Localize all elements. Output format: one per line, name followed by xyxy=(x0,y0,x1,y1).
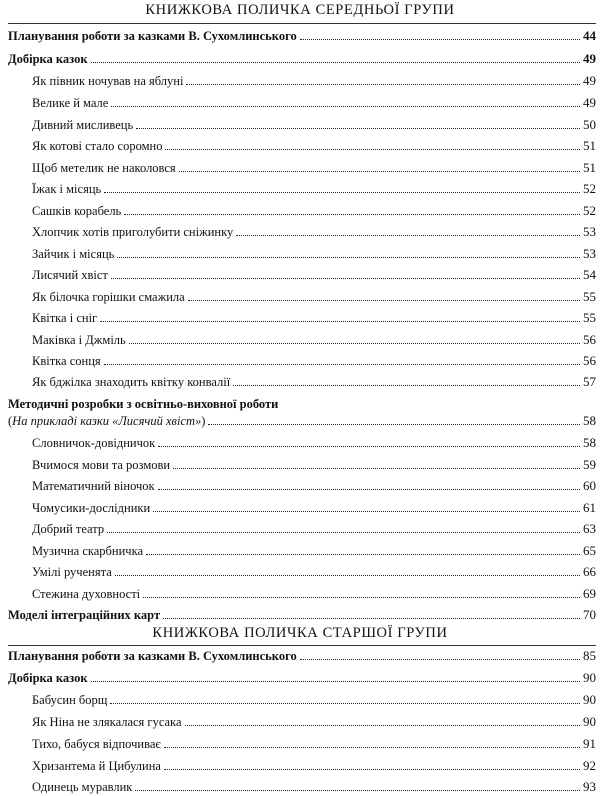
toc-entry-activity xyxy=(32,454,596,472)
entry-page: 52 xyxy=(583,181,596,196)
toc-entry-activity xyxy=(32,432,596,450)
dot-leader xyxy=(124,214,580,215)
entry-label: Як бджілка знаходить квітку конвалії xyxy=(32,375,231,389)
dot-leader xyxy=(117,257,580,258)
toc-entry-methodical-line1 xyxy=(8,393,596,411)
dot-leader xyxy=(104,192,580,193)
entry-page: 49 xyxy=(583,95,596,110)
entry-page: 49 xyxy=(583,73,596,88)
dot-leader xyxy=(164,769,580,770)
dot-leader xyxy=(300,659,580,660)
entry-page: 60 xyxy=(583,478,596,493)
entry-label: Квітка і сніг xyxy=(32,311,98,325)
entry-label: Сашків корабель xyxy=(32,204,122,218)
dot-leader xyxy=(186,84,580,85)
dot-leader xyxy=(135,790,580,791)
dot-leader xyxy=(91,62,580,63)
toc-entry-story xyxy=(32,243,596,261)
entry-label: Музична скарбничка xyxy=(32,544,144,558)
entry-page: 63 xyxy=(583,521,596,536)
entry-page: 53 xyxy=(583,224,596,239)
dot-leader xyxy=(129,343,580,344)
toc-entry-story xyxy=(32,689,596,707)
entry-label: Умілі рученята xyxy=(32,565,112,579)
toc-entry-story xyxy=(32,371,596,389)
toc-entry-story xyxy=(32,114,596,132)
toc-entry-story xyxy=(32,776,596,794)
entry-label: Хризантема й Цибулина xyxy=(32,759,161,773)
entry-page: 56 xyxy=(583,332,596,347)
entry-label: Тихо, бабуся відпочиває xyxy=(32,737,161,751)
toc-entry-activity xyxy=(32,475,596,493)
toc-entry-story xyxy=(32,135,596,153)
toc-entry-planning-middle xyxy=(8,25,596,43)
dot-leader xyxy=(165,149,580,150)
entry-page: 54 xyxy=(583,267,596,282)
dot-leader xyxy=(179,171,580,172)
toc-entry-story xyxy=(32,92,596,110)
entry-label: Щоб метелик не наколовся xyxy=(32,161,176,175)
entry-page: 91 xyxy=(583,736,596,751)
entry-page: 58 xyxy=(583,413,596,428)
entry-label: Моделі інтеграційних карт xyxy=(8,608,161,622)
toc-entry-story xyxy=(32,70,596,88)
toc-entry-story xyxy=(32,329,596,347)
entry-page: 55 xyxy=(583,289,596,304)
dot-leader xyxy=(115,575,580,576)
entry-page: 65 xyxy=(583,543,596,558)
entry-label: Планування роботи за казками В. Сухомлинського xyxy=(8,29,297,43)
entry-page: 59 xyxy=(583,457,596,472)
entry-label: Як котові стало соромно xyxy=(32,139,163,153)
entry-label: Бабусин борщ xyxy=(32,693,108,707)
entry-label: Стежина духовності xyxy=(32,587,141,601)
entry-label: Чомусики-дослідники xyxy=(32,501,151,515)
entry-page: 49 xyxy=(583,51,596,66)
entry-label: Як півник ночував на яблуні xyxy=(32,74,184,88)
toc-entry-activity xyxy=(32,518,596,536)
entry-label: Хлопчик хотів приголубити сніжинку xyxy=(32,225,234,239)
paren-close: ) xyxy=(201,414,206,428)
entry-label: Добірка казок xyxy=(8,671,88,685)
toc-entry-activity xyxy=(32,497,596,515)
toc-entry-activity xyxy=(32,561,596,579)
entry-label: Планування роботи за казками В. Сухомлинського xyxy=(8,649,297,663)
entry-label: Методичні розробки з освітньо-виховної роботи xyxy=(8,397,279,411)
toc-entry-planning-senior xyxy=(8,645,596,663)
entry-page: 93 xyxy=(583,779,596,794)
entry-page: 61 xyxy=(583,500,596,515)
entry-label: Вчимося мови та розмови xyxy=(32,458,171,472)
entry-label: Математичний віночок xyxy=(32,479,155,493)
dot-leader xyxy=(146,554,580,555)
toc-entry-story xyxy=(32,200,596,218)
entry-label: Зайчик і місяць xyxy=(32,247,115,261)
dot-leader xyxy=(236,235,580,236)
dot-leader xyxy=(163,618,580,619)
dot-leader xyxy=(91,681,580,682)
dot-leader xyxy=(164,747,580,748)
dot-leader xyxy=(185,725,581,726)
entry-page: 53 xyxy=(583,246,596,261)
toc-entry-story xyxy=(32,178,596,196)
entry-label: Як білочка горішки смажила xyxy=(32,290,185,304)
toc-entry-story xyxy=(32,221,596,239)
entry-page: 52 xyxy=(583,203,596,218)
entry-page: 57 xyxy=(583,374,596,389)
dot-leader xyxy=(107,532,580,533)
entry-page: 85 xyxy=(583,648,596,663)
dot-leader xyxy=(110,703,580,704)
entry-label: Маківка і Джміль xyxy=(32,333,126,347)
entry-page: 92 xyxy=(583,758,596,773)
entry-label: Велике й мале xyxy=(32,96,109,110)
paren-open: ( xyxy=(8,414,13,428)
toc-entry-story xyxy=(32,286,596,304)
entry-page: 66 xyxy=(583,564,596,579)
dot-leader xyxy=(136,128,580,129)
entry-label: Квітка сонця xyxy=(32,354,101,368)
toc-entry-models xyxy=(8,604,596,622)
dot-leader xyxy=(143,597,580,598)
entry-page: 51 xyxy=(583,160,596,175)
dot-leader xyxy=(158,489,580,490)
entry-label: Добірка казок xyxy=(8,52,88,66)
entry-label: Добрий театр xyxy=(32,522,105,536)
dot-leader xyxy=(158,446,580,447)
entry-page: 69 xyxy=(583,586,596,601)
toc-entry-story xyxy=(32,307,596,325)
toc-entry-story xyxy=(32,350,596,368)
middle-group-title: КНИЖКОВА ПОЛИЧКА СЕРЕДНЬОЇ ГРУПИ xyxy=(145,2,455,18)
dot-leader xyxy=(104,364,580,365)
dot-leader xyxy=(188,300,580,301)
entry-page: 44 xyxy=(583,28,596,43)
entry-page: 90 xyxy=(583,670,596,685)
toc-entry-collection-senior xyxy=(8,667,596,685)
entry-label: Одинець муравлик xyxy=(32,780,133,794)
entry-label: Лисячий хвіст xyxy=(32,268,108,282)
dot-leader xyxy=(153,511,580,512)
toc-entry-story xyxy=(32,755,596,773)
entry-page: 50 xyxy=(583,117,596,132)
toc-entry-story xyxy=(32,157,596,175)
entry-label: Їжак і місяць xyxy=(32,182,102,196)
toc-entry-methodical-line2 xyxy=(8,410,596,428)
entry-page: 58 xyxy=(583,435,596,450)
toc-entry-story xyxy=(32,711,596,729)
entry-label: Дивний мисливець xyxy=(32,118,134,132)
dot-leader xyxy=(233,385,580,386)
dot-leader xyxy=(300,39,580,40)
dot-leader xyxy=(173,468,580,469)
entry-page: 51 xyxy=(583,138,596,153)
entry-page: 70 xyxy=(583,607,596,622)
entry-page: 90 xyxy=(583,692,596,707)
dot-leader xyxy=(208,424,580,425)
toc-entry-story xyxy=(32,733,596,751)
entry-page: 90 xyxy=(583,714,596,729)
entry-subtitle: На прикладі казки «Лисячий хвіст» xyxy=(12,414,202,428)
toc-entry-story xyxy=(32,264,596,282)
dot-leader xyxy=(111,278,580,279)
entry-label: Словничок-довідничок xyxy=(32,436,156,450)
dot-leader xyxy=(100,321,580,322)
entry-page: 55 xyxy=(583,310,596,325)
dot-leader xyxy=(111,106,580,107)
toc-entry-activity xyxy=(32,583,596,601)
section-divider xyxy=(8,23,596,24)
senior-group-title: КНИЖКОВА ПОЛИЧКА СТАРШОЇ ГРУПИ xyxy=(152,625,448,641)
toc-entry-activity xyxy=(32,540,596,558)
entry-label: Як Ніна не злякалася гусака xyxy=(32,715,182,729)
toc-entry-collection-middle xyxy=(8,48,596,66)
entry-page: 56 xyxy=(583,353,596,368)
